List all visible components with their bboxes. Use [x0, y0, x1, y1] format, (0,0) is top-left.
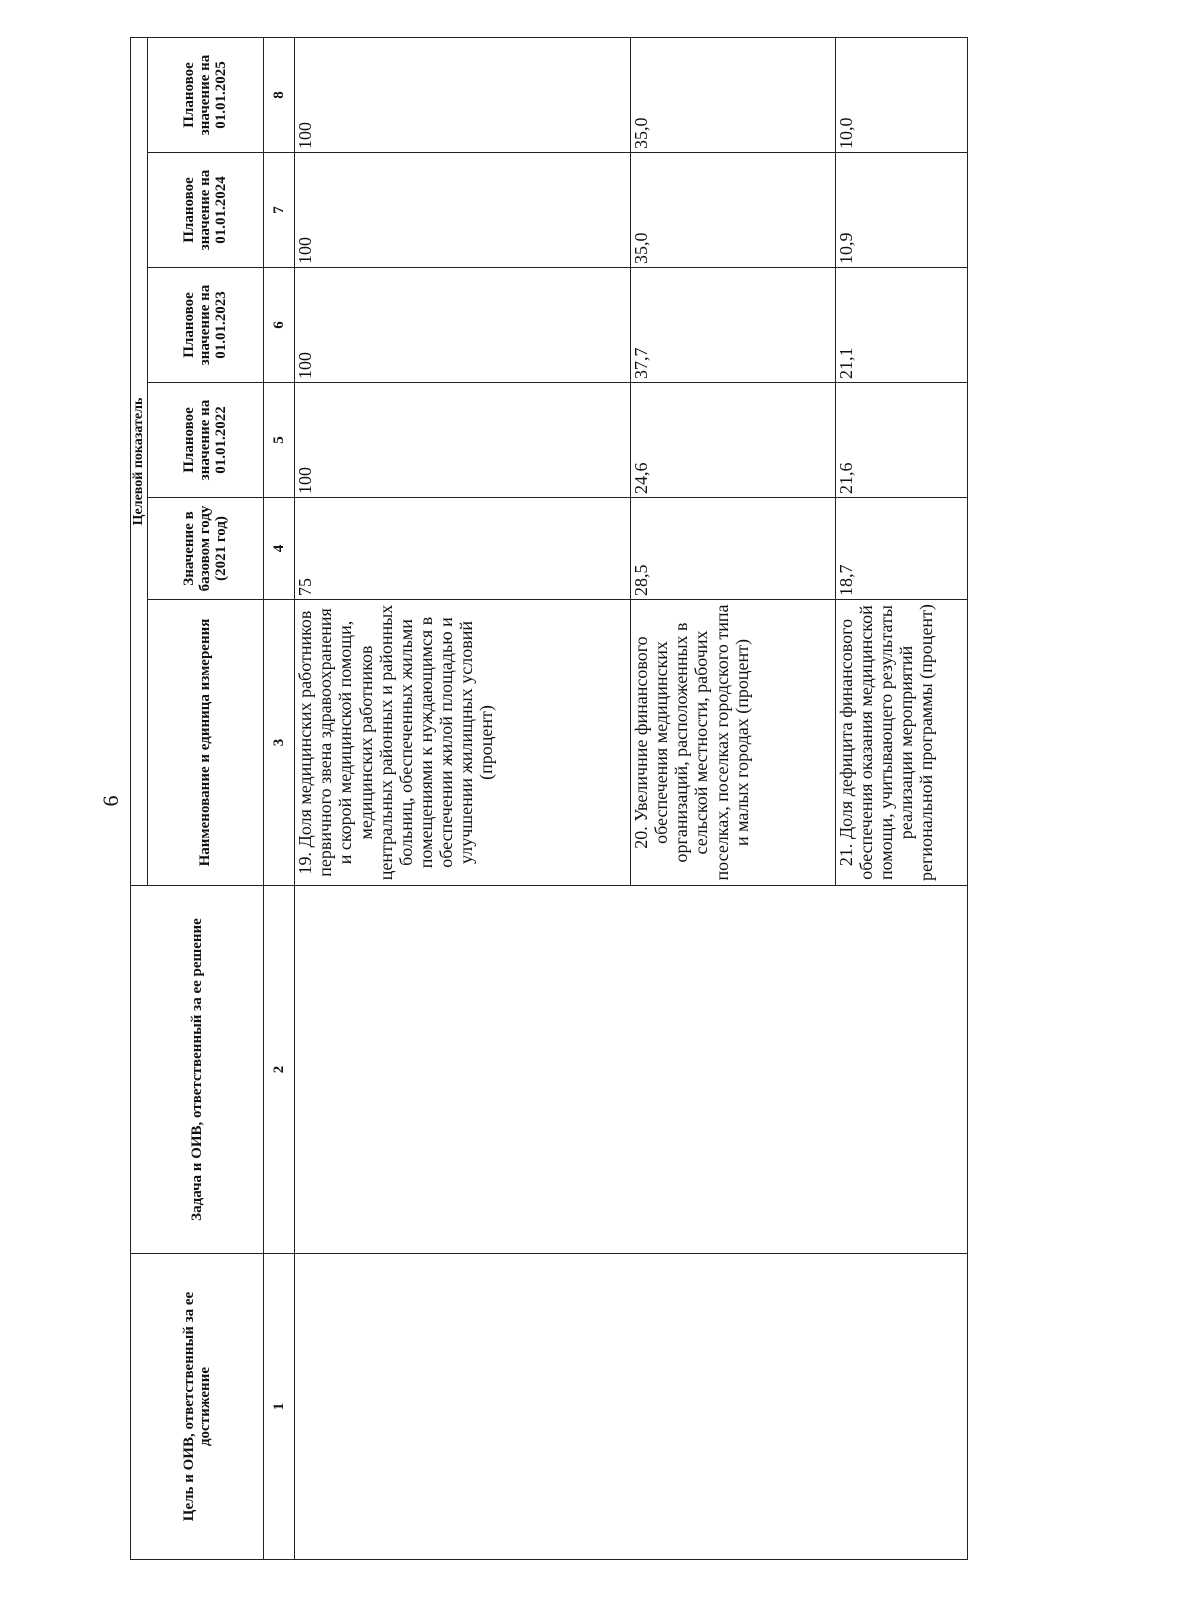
plan-2025-value: 100	[295, 37, 631, 152]
plan-2022-value: 100	[295, 383, 631, 498]
header-plan-2023: Плановое значение на 01.01.2023	[147, 268, 264, 383]
plan-2024-value: 100	[295, 153, 631, 268]
column-number: 6	[264, 268, 295, 383]
rotated-table-container	[130, 38, 968, 1560]
target-indicators-table	[130, 37, 968, 1560]
table-row	[295, 37, 631, 1559]
plan-2025-value: 35,0	[630, 37, 835, 152]
page-number: 6	[98, 795, 123, 807]
column-number: 2	[264, 886, 295, 1254]
column-number: 1	[264, 1254, 295, 1560]
column-number: 8	[264, 37, 295, 152]
plan-2024-value: 35,0	[630, 153, 835, 268]
indicator-name: 21. Доля дефицита финансового обеспечения оказания медицинской помощи, учитывающего результаты реализации мероприятий региональной программы (процент)	[835, 600, 967, 886]
indicator-name: 20. Увеличние финансового обеспечения медицинских организаций, расположенных в сельской местности, рабочих поселках, поселках городского типа и малых городах (процент)	[630, 600, 835, 886]
header-base-year: Значение в базовом году (2021 год)	[147, 498, 264, 600]
plan-2024-value: 10,9	[835, 153, 967, 268]
column-number: 5	[264, 383, 295, 498]
header-plan-2024: Плановое значение на 01.01.2024	[147, 153, 264, 268]
header-target-indicator: Целевой показатель	[131, 37, 148, 885]
base-value: 28,5	[630, 498, 835, 600]
header-name-unit: Наименование и единица измерения	[147, 600, 264, 886]
plan-2023-value: 21,1	[835, 268, 967, 383]
header-plan-2022: Плановое значение на 01.01.2022	[147, 383, 264, 498]
plan-2022-value: 24,6	[630, 383, 835, 498]
column-number-row	[264, 37, 295, 1559]
column-number: 4	[264, 498, 295, 600]
column-number: 7	[264, 153, 295, 268]
header-goal: Цель и ОИВ, ответственный за ее достижение	[131, 1254, 264, 1560]
plan-2023-value: 37,7	[630, 268, 835, 383]
plan-2025-value: 10,0	[835, 37, 967, 152]
header-task: Задача и ОИВ, ответственный за ее решение	[131, 886, 264, 1254]
goal-cell	[295, 1254, 968, 1560]
header-plan-2025: Плановое значение на 01.01.2025	[147, 37, 264, 152]
base-value: 75	[295, 498, 631, 600]
task-cell	[295, 886, 968, 1254]
plan-2023-value: 100	[295, 268, 631, 383]
base-value: 18,7	[835, 498, 967, 600]
column-number: 3	[264, 600, 295, 886]
plan-2022-value: 21,6	[835, 383, 967, 498]
indicator-name: 19. Доля медицинских работников первичного звена здравоохранения и скорой медицинской помощи, медицинских работников центральных районных и районных больниц, обеспеченных жильми помещениями к нуждающимся в обеспечении жилой площадью и улучшении жилищных условий (процент)	[295, 600, 631, 886]
